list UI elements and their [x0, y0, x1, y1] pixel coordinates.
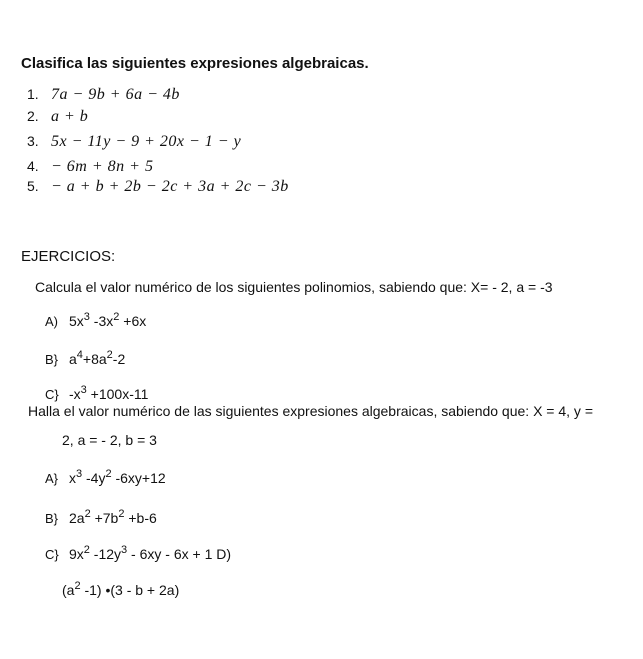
exponent: 3: [83, 311, 90, 323]
term: -12y: [89, 546, 122, 562]
instruction-text: Calcula el valor numérico de los siguientes polinomios, sabiendo que: X= - 2, a = -3: [35, 279, 553, 295]
exercise-item: [45, 470, 166, 486]
exercise-item: [45, 546, 231, 562]
term: -6xy+12: [111, 470, 166, 486]
exponent: 3: [121, 544, 128, 556]
exponent: 3: [76, 468, 83, 480]
list-item: [27, 158, 153, 176]
section-title: Clasifica las siguientes expresiones algebraicas.: [21, 55, 369, 72]
instruction-text-continued: 2, a = - 2, b = 3: [62, 432, 157, 448]
exponent: 2: [113, 311, 120, 323]
expression: a + b: [51, 108, 89, 125]
term: -x: [69, 386, 81, 402]
term: +8a: [82, 351, 107, 367]
term: +6x: [119, 313, 147, 329]
term: -4y: [82, 470, 106, 486]
term: x: [69, 470, 76, 486]
term: -3x: [89, 313, 114, 329]
list-item: [27, 108, 88, 126]
item-label: C}: [45, 387, 59, 402]
list-item: [27, 178, 289, 196]
term: 2a: [69, 510, 85, 526]
exercise-item: [45, 351, 125, 367]
exercise-item: [45, 386, 148, 402]
item-number: 1.: [27, 86, 39, 102]
exercise-item: [45, 510, 157, 526]
expression: 5x − 11y − 9 + 20x − 1 − y: [51, 133, 242, 150]
term: +100x-11: [86, 386, 149, 402]
term: (a: [62, 582, 75, 598]
term: a: [69, 351, 77, 367]
item-label: B}: [45, 511, 59, 526]
item-label: B}: [45, 352, 59, 367]
item-number: 5.: [27, 178, 39, 194]
item-number: 3.: [27, 133, 39, 149]
exponent: 2: [118, 508, 125, 520]
item-number: 2.: [27, 108, 39, 124]
term: 9x: [69, 546, 84, 562]
item-label: A): [45, 314, 58, 329]
list-item: [27, 86, 180, 104]
item-label: A}: [45, 471, 59, 486]
item-number: 4.: [27, 158, 39, 174]
exponent: 2: [84, 508, 91, 520]
item-label: C}: [45, 547, 59, 562]
exercise-item: [45, 313, 146, 329]
expression: − 6m + 8n + 5: [51, 158, 154, 175]
exponent: 4: [76, 349, 83, 361]
section-heading: EJERCICIOS:: [21, 248, 116, 265]
list-item: [27, 133, 241, 151]
term: +7b: [90, 510, 119, 526]
exercise-item: [62, 582, 179, 598]
term: 5x: [69, 313, 84, 329]
instruction-text: Halla el valor numérico de las siguientes expresiones algebraicas, sabiendo que: X = 4, y =: [28, 403, 593, 419]
exponent: 3: [80, 384, 87, 396]
exponent: 2: [83, 544, 90, 556]
term: - 6xy - 6x + 1 D): [127, 546, 232, 562]
term: -1) •(3 - b + 2a): [80, 582, 180, 598]
term: -2: [112, 351, 126, 367]
expression: − a + b + 2b − 2c + 3a + 2c − 3b: [51, 178, 289, 195]
exponent: 2: [74, 580, 81, 592]
expression: 7a − 9b + 6a − 4b: [51, 86, 180, 103]
exponent: 2: [105, 468, 112, 480]
exponent: 2: [106, 349, 113, 361]
term: +b-6: [124, 510, 157, 526]
